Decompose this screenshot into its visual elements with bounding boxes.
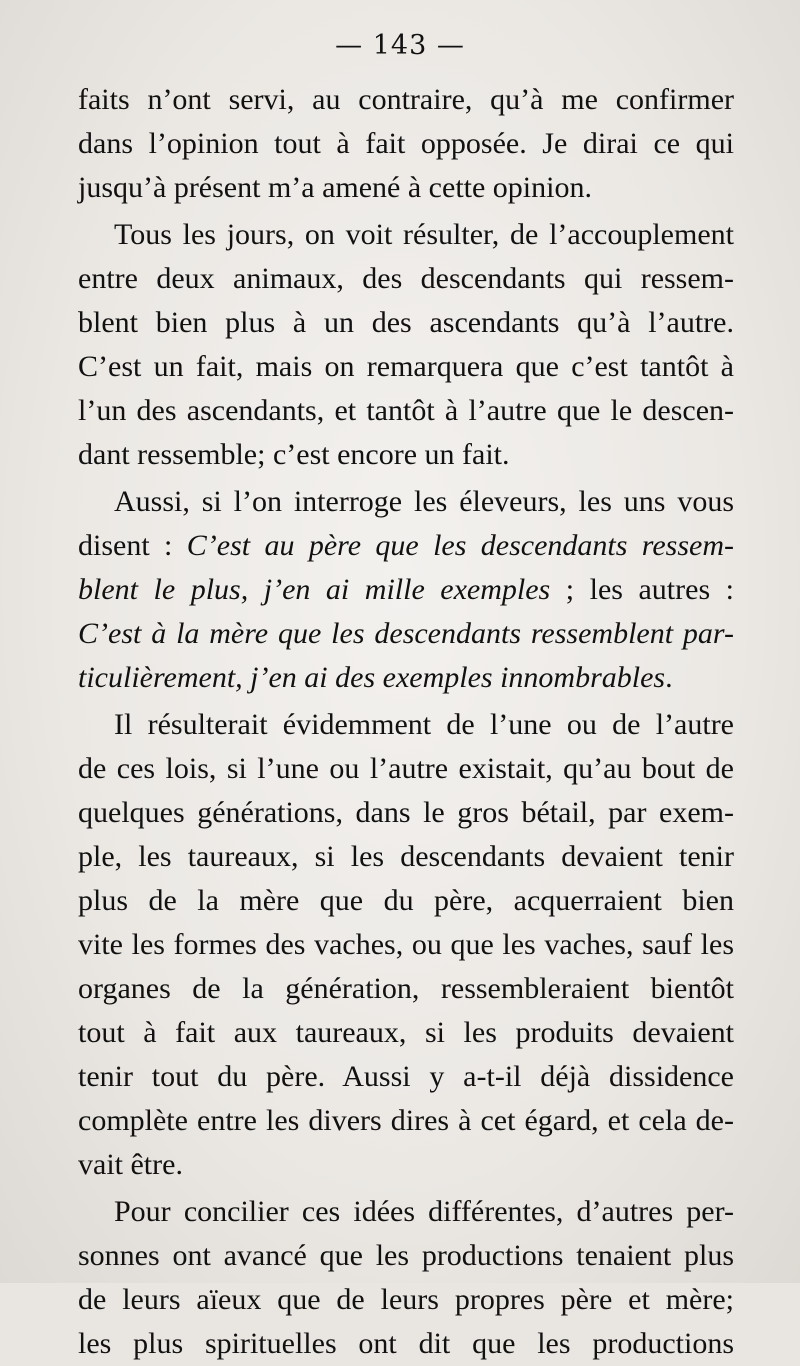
text-line (78, 656, 734, 700)
text-line: l’un des ascendants, et tantôt à l’autre que le descen- (78, 394, 734, 427)
text-line: ple, les taureaux, si les descendants devaient tenir (78, 840, 734, 873)
text-line: Tous les jours, on voit résulter, de l’accouplement (114, 218, 734, 251)
text-line: Il résulterait évidemment de l’une ou de l’autre (114, 708, 734, 741)
text-line: Aussi, si l’on interroge les éleveurs, les uns vous (114, 485, 734, 518)
text-run: disent : (78, 529, 187, 562)
text-line: quelques générations, dans le gros bétail, par exem- (78, 796, 734, 829)
text-line: dant ressemble; c’est encore un fait. (78, 438, 510, 471)
text-line: C’est un fait, mais on remarquera que c’est tantôt à (78, 350, 734, 383)
text-line: entre deux animaux, des descendants qui ressem- (78, 262, 734, 295)
text-line: tout à fait aux taureaux, si les produits devaient (78, 1016, 734, 1049)
text-line: de leurs aïeux que de leurs propres père et mère; (78, 1283, 734, 1316)
italic-quote: C’est à la mère que les descendants ressemblent par- (78, 617, 734, 650)
text-line: jusqu’à présent m’a amené à cette opinion. (78, 171, 592, 204)
italic-quote: ticulièrement, j’en ai des exemples innombrables (78, 661, 666, 694)
text-line: tenir tout du père. Aussi y a-t-il déjà dissidence (78, 1060, 734, 1093)
page-number: — 143 — (335, 30, 465, 61)
text-line (78, 568, 734, 612)
text-line: les plus spirituelles ont dit que les productions (78, 1327, 734, 1360)
text-line: vait être. (78, 1148, 183, 1181)
text-line: blent bien plus à un des ascendants qu’à l’autre. (78, 306, 734, 339)
text-line: Pour concilier ces idées différentes, d’autres per- (114, 1195, 734, 1228)
text-run: ; les autres : (550, 573, 734, 606)
text-line: organes de la génération, ressembleraient bientôt (78, 972, 734, 1005)
italic-quote: C’est au père que les descendants ressem- (186, 529, 734, 562)
text-line: sonnes ont avancé que les productions tenaient plus (78, 1239, 734, 1272)
text-line: de ces lois, si l’une ou l’autre existait, qu’au bout de (78, 752, 734, 785)
text-run: . (665, 661, 673, 694)
text-line: complète entre les divers dires à cet égard, et cela de- (78, 1104, 734, 1137)
page-body (78, 78, 734, 1366)
text-line: plus de la mère que du père, acquerraient bien (78, 884, 734, 917)
text-line: faits n’ont servi, au contraire, qu’à me confirmer (78, 83, 734, 116)
text-line: vite les formes des vaches, ou que les vaches, sauf les (78, 928, 734, 961)
text-line: dans l’opinion tout à fait opposée. Je dirai ce qui (78, 127, 734, 160)
text-line (78, 524, 734, 568)
italic-quote: blent le plus, j’en ai mille exemples (78, 573, 551, 606)
text-line (78, 612, 734, 656)
